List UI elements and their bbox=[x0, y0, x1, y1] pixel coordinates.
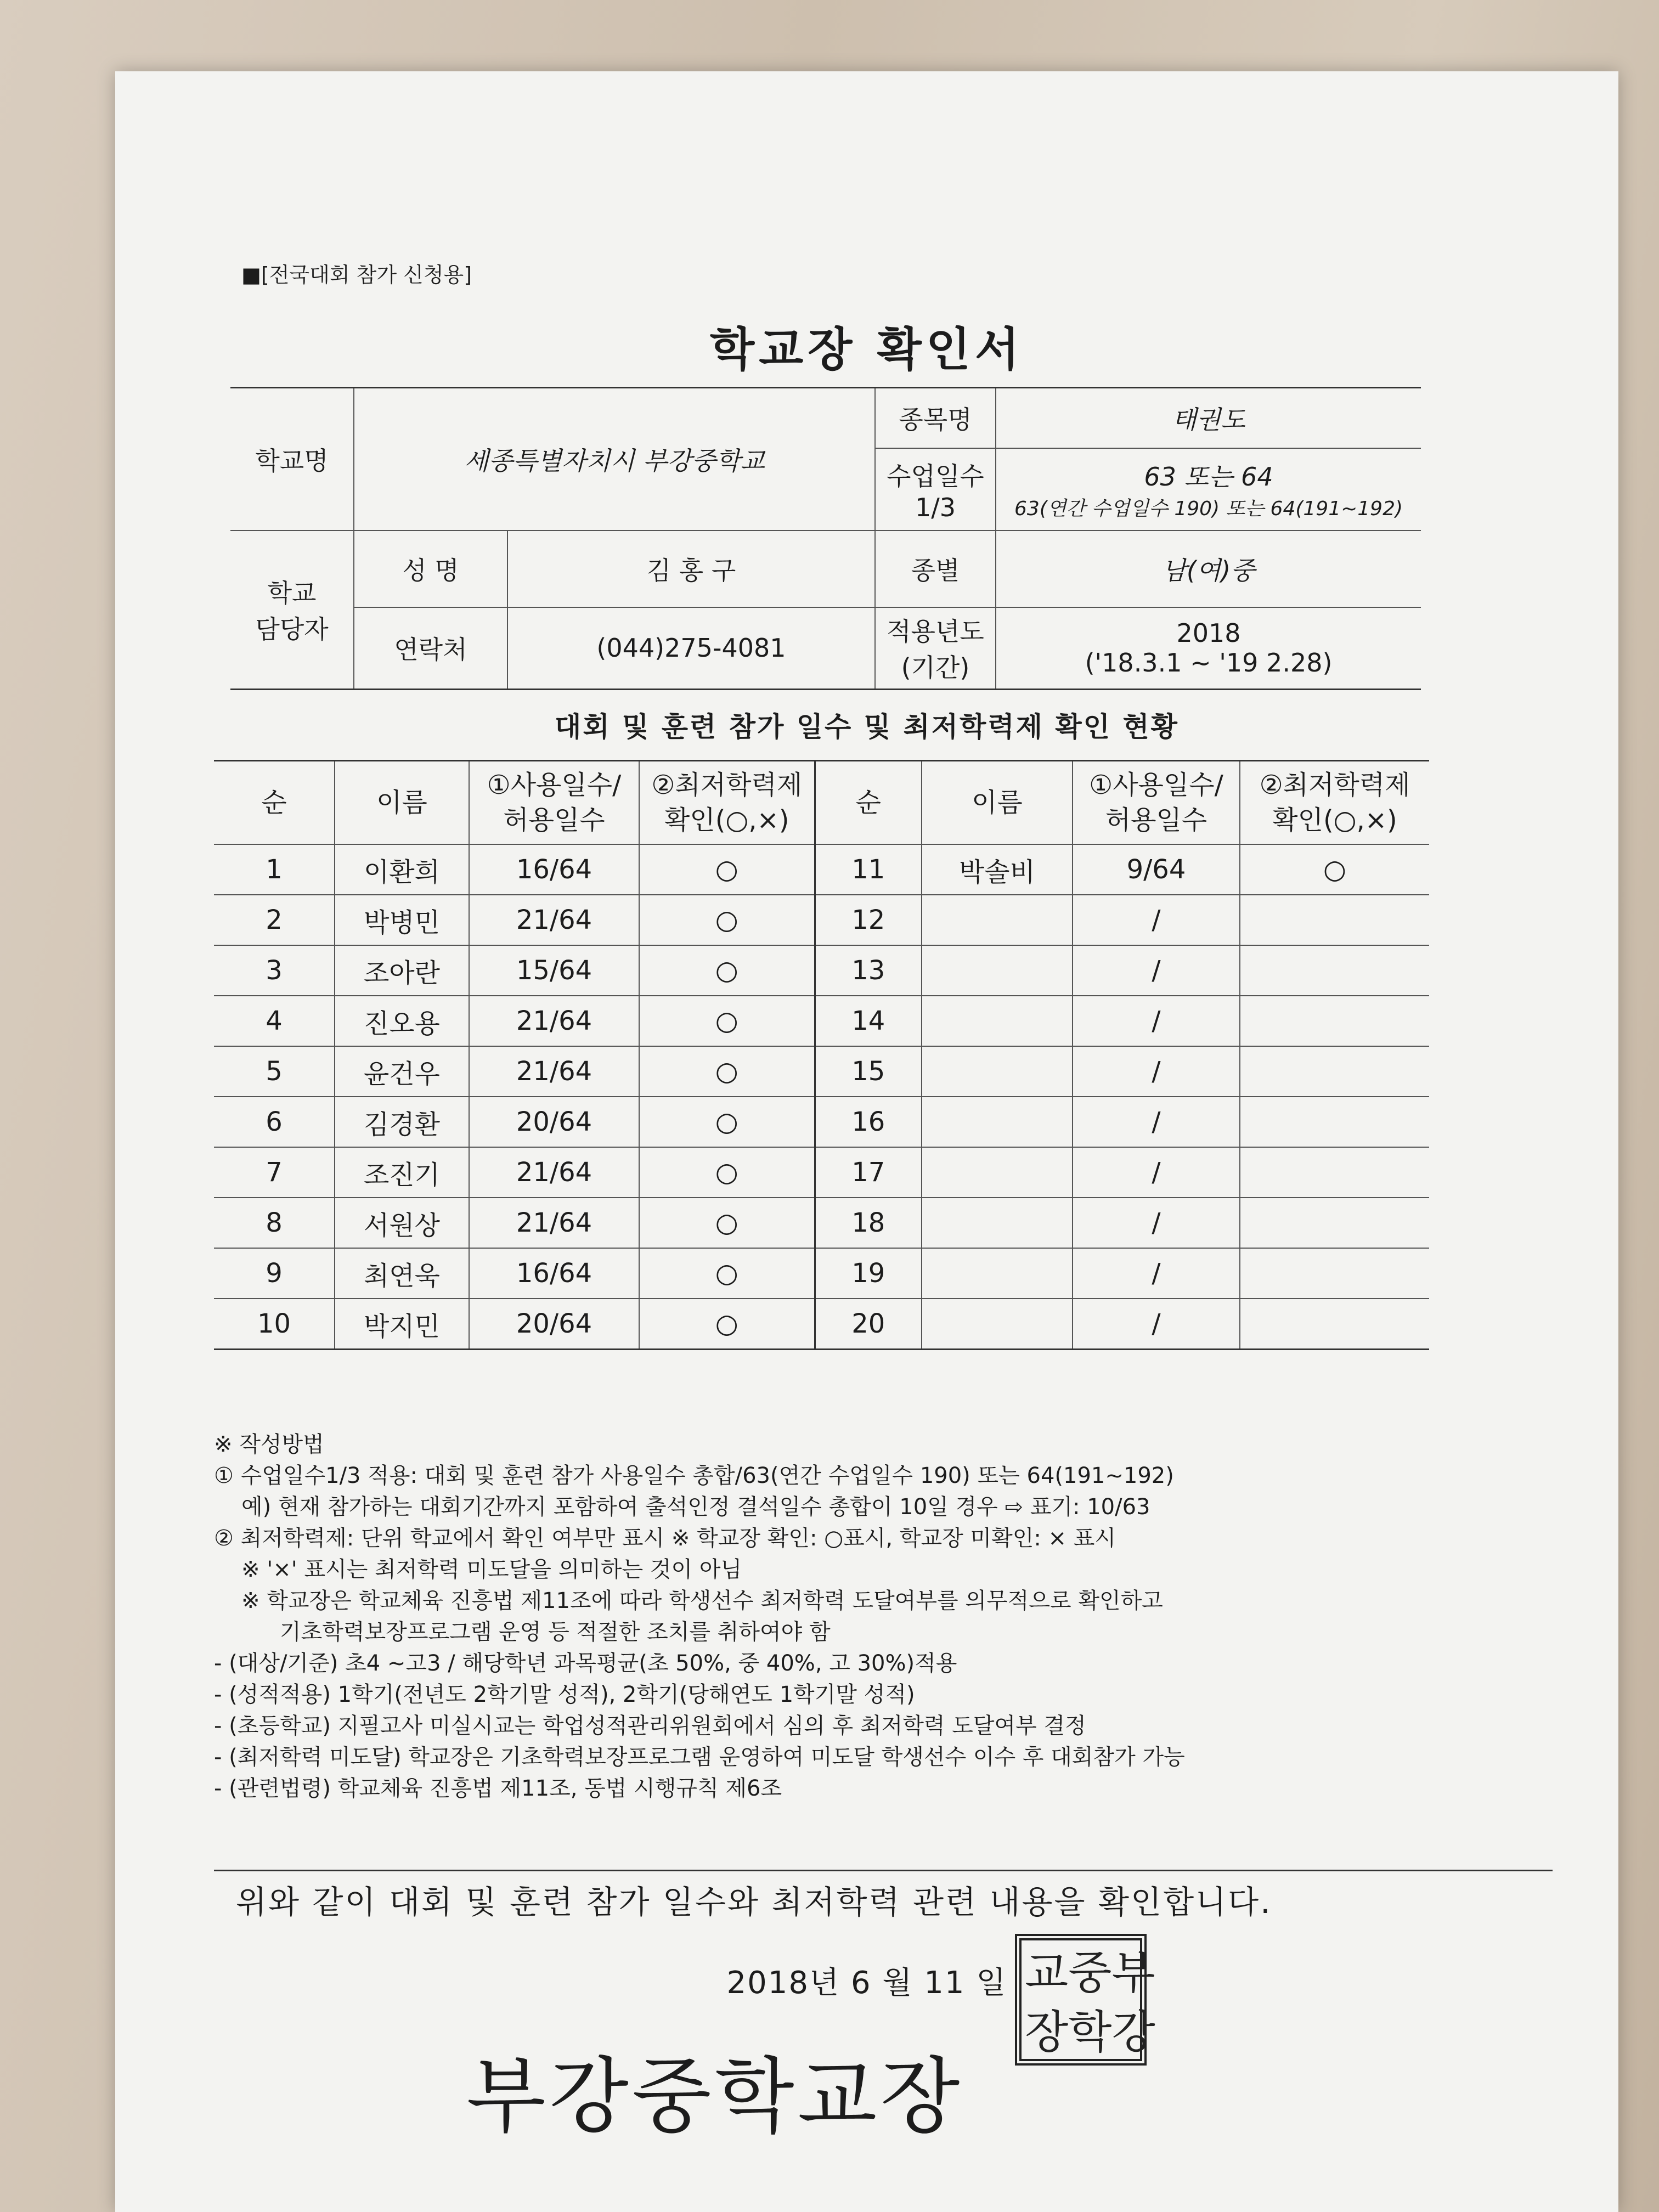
row-check: ○ bbox=[639, 1097, 815, 1147]
document-page bbox=[115, 71, 1618, 2212]
seal-character: 장 bbox=[1025, 2006, 1069, 2058]
row-name bbox=[922, 1248, 1073, 1299]
days-value bbox=[996, 448, 1421, 531]
row-name bbox=[922, 895, 1073, 945]
row-days: / bbox=[1073, 996, 1240, 1046]
row-no: 8 bbox=[214, 1198, 335, 1248]
row-days: 16/64 bbox=[469, 1248, 639, 1299]
row-days: 21/64 bbox=[469, 1147, 639, 1198]
row-days: 21/64 bbox=[469, 1198, 639, 1248]
notes-line: ② 최저학력제: 단위 학교에서 확인 여부만 표시 ※ 학교장 확인: ○표시, 학교장 미확인: × 표시 bbox=[214, 1526, 1116, 1551]
row-check bbox=[1240, 996, 1429, 1046]
row-check bbox=[1240, 1097, 1429, 1147]
row-name: 조아란 bbox=[335, 945, 469, 996]
notes-line: - (초등학교) 지필고사 미실시교는 학업성적관리위원회에서 심의 후 최저학력 도달여부 결정 bbox=[214, 1713, 1086, 1739]
category-label: ■[전국대회 참가 신청용] bbox=[241, 263, 472, 287]
table-row bbox=[214, 895, 1429, 945]
row-no: 17 bbox=[815, 1147, 922, 1198]
roster-table bbox=[214, 760, 1429, 1350]
row-no: 1 bbox=[214, 844, 335, 895]
row-name: 조진기 bbox=[335, 1147, 469, 1198]
row-name bbox=[922, 945, 1073, 996]
row-name: 이환희 bbox=[335, 844, 469, 895]
days-label bbox=[875, 448, 996, 531]
row-days: 9/64 bbox=[1073, 844, 1240, 895]
notes-line: 기초학력보장프로그램 운영 등 적절한 조치를 취하여야 함 bbox=[280, 1620, 831, 1645]
row-name bbox=[922, 1097, 1073, 1147]
row-check bbox=[1240, 1046, 1429, 1097]
table-row bbox=[214, 1147, 1429, 1198]
principal-signature: 부강중학교장 bbox=[466, 2049, 963, 2145]
row-no: 7 bbox=[214, 1147, 335, 1198]
notes-line: ※ '×' 표시는 최저학력 미도달을 의미하는 것이 아님 bbox=[241, 1557, 742, 1582]
seal-character: 부 bbox=[1111, 1947, 1155, 1999]
header-days-1-line1: ①사용일수/ bbox=[487, 770, 622, 800]
row-days: 21/64 bbox=[469, 1046, 639, 1097]
seal-character: 강 bbox=[1111, 2006, 1155, 2058]
row-check: ○ bbox=[639, 1046, 815, 1097]
table-row bbox=[214, 945, 1429, 996]
row-name: 진오용 bbox=[335, 996, 469, 1046]
contact-label-line1: 학교 bbox=[267, 578, 317, 608]
document-date: 2018년 6 월 11 일 bbox=[726, 1965, 1007, 2001]
table-row bbox=[214, 1299, 1429, 1350]
days-label-line1: 수업일수 bbox=[887, 461, 984, 491]
contact-label-line2: 담당자 bbox=[255, 614, 329, 645]
gender-label: 종별 bbox=[875, 531, 996, 607]
row-name: 김경환 bbox=[335, 1097, 469, 1147]
row-no: 13 bbox=[815, 945, 922, 996]
notes-heading: ※ 작성방법 bbox=[214, 1432, 324, 1457]
table-row bbox=[214, 1046, 1429, 1097]
header-days-2-line2: 허용일수 bbox=[1105, 805, 1207, 836]
table-row bbox=[214, 1198, 1429, 1248]
days-value-line1: 63 또는 64 bbox=[1144, 462, 1273, 492]
row-days: 16/64 bbox=[469, 844, 639, 895]
table-row bbox=[214, 844, 1429, 895]
notes-line: ※ 학교장은 학교체육 진흥법 제11조에 따라 학생선수 최저학력 도달여부를 의무적으로 확인하고 bbox=[241, 1588, 1163, 1613]
row-check: ○ bbox=[639, 945, 815, 996]
instructions-section bbox=[214, 1429, 1476, 1804]
row-no: 6 bbox=[214, 1097, 335, 1147]
notes-line: - (최저학력 미도달) 학교장은 기초학력보장프로그램 운영하여 미도달 학생선수 이수 후 대회참가 가능 bbox=[214, 1745, 1185, 1770]
year-value-line2: ('18.3.1 ~ '19 2.28) bbox=[1085, 648, 1333, 678]
year-value bbox=[996, 607, 1421, 690]
phone-value: (044)275-4081 bbox=[507, 607, 875, 690]
header-check-2-line1: ②최저학력제 bbox=[1259, 770, 1410, 800]
header-no-1: 순 bbox=[214, 761, 335, 845]
row-no: 11 bbox=[815, 844, 922, 895]
notes-line: - (성적적용) 1학기(전년도 2학기말 성적), 2학기(당해연도 1학기말 성적) bbox=[214, 1682, 915, 1707]
row-no: 20 bbox=[815, 1299, 922, 1350]
row-days: 21/64 bbox=[469, 996, 639, 1046]
row-no: 4 bbox=[214, 996, 335, 1046]
row-check bbox=[1240, 895, 1429, 945]
row-name: 서원상 bbox=[335, 1198, 469, 1248]
header-no-2: 순 bbox=[815, 761, 922, 845]
row-days: / bbox=[1073, 1198, 1240, 1248]
row-no: 9 bbox=[214, 1248, 335, 1299]
row-no: 16 bbox=[815, 1097, 922, 1147]
document-title: 학교장 확인서 bbox=[709, 323, 1024, 376]
row-no: 10 bbox=[214, 1299, 335, 1350]
name-label: 성 명 bbox=[354, 531, 507, 607]
row-name: 박병민 bbox=[335, 895, 469, 945]
row-check: ○ bbox=[639, 1147, 815, 1198]
row-name bbox=[922, 1147, 1073, 1198]
row-check: ○ bbox=[639, 1299, 815, 1350]
row-check bbox=[1240, 1248, 1429, 1299]
phone-label: 연락처 bbox=[354, 607, 507, 690]
divider bbox=[214, 1870, 1553, 1871]
row-days: / bbox=[1073, 1147, 1240, 1198]
row-name: 박솔비 bbox=[922, 844, 1073, 895]
header-days-1-line2: 허용일수 bbox=[503, 805, 605, 836]
year-label-line1: 적용년도 bbox=[887, 617, 984, 647]
seal-character: 학 bbox=[1068, 2006, 1112, 2058]
table-row bbox=[214, 1097, 1429, 1147]
row-check: ○ bbox=[1240, 844, 1429, 895]
row-check bbox=[1240, 1198, 1429, 1248]
roster-section-title: 대회 및 훈련 참가 일수 및 최저학력제 확인 현황 bbox=[555, 711, 1179, 743]
row-check: ○ bbox=[639, 1198, 815, 1248]
school-label: 학교명 bbox=[230, 388, 354, 531]
row-name bbox=[922, 1299, 1073, 1350]
gender-value: 남(여)중 bbox=[996, 531, 1421, 607]
row-name bbox=[922, 996, 1073, 1046]
confirmation-statement: 위와 같이 대회 및 훈련 참가 일수와 최저학력 관련 내용을 확인합니다. bbox=[236, 1883, 1272, 1921]
row-name: 윤건우 bbox=[335, 1046, 469, 1097]
header-days-2-line1: ①사용일수/ bbox=[1089, 770, 1223, 800]
row-name: 최연욱 bbox=[335, 1248, 469, 1299]
seal-character: 교 bbox=[1025, 1947, 1069, 1999]
header-check-1 bbox=[639, 761, 815, 845]
row-name: 박지민 bbox=[335, 1299, 469, 1350]
notes-line: - (대상/기준) 초4 ~고3 / 해당학년 과목평균(초 50%, 중 40%, 고 30%)적용 bbox=[214, 1651, 957, 1676]
header-name-1: 이름 bbox=[335, 761, 469, 845]
row-no: 3 bbox=[214, 945, 335, 996]
table-row bbox=[214, 996, 1429, 1046]
row-days: / bbox=[1073, 895, 1240, 945]
notes-line: ① 수업일수1/3 적용: 대회 및 훈련 참가 사용일수 총합/63(연간 수업일수 190) 또는 64(191~192) bbox=[214, 1463, 1174, 1488]
contact-label bbox=[230, 531, 354, 690]
header-days-1 bbox=[469, 761, 639, 845]
days-value-line2: 63(연간 수업일수 190) 또는 64(191~192) bbox=[1014, 498, 1403, 520]
row-name bbox=[922, 1046, 1073, 1097]
name-value: 김 홍 구 bbox=[507, 531, 875, 607]
row-days: 21/64 bbox=[469, 895, 639, 945]
row-days: 20/64 bbox=[469, 1097, 639, 1147]
header-check-1-line2: 확인(○,×) bbox=[664, 805, 789, 836]
sport-value: 태권도 bbox=[996, 388, 1421, 448]
row-days: / bbox=[1073, 1097, 1240, 1147]
row-check: ○ bbox=[639, 895, 815, 945]
row-days: 15/64 bbox=[469, 945, 639, 996]
row-days: / bbox=[1073, 1046, 1240, 1097]
table-row bbox=[214, 1248, 1429, 1299]
row-no: 15 bbox=[815, 1046, 922, 1097]
row-no: 5 bbox=[214, 1046, 335, 1097]
official-seal bbox=[1015, 1934, 1155, 2066]
row-check bbox=[1240, 1299, 1429, 1350]
row-no: 12 bbox=[815, 895, 922, 945]
header-name-2: 이름 bbox=[922, 761, 1073, 845]
row-no: 14 bbox=[815, 996, 922, 1046]
row-check: ○ bbox=[639, 844, 815, 895]
notes-line: - (관련법령) 학교체육 진흥법 제11조, 동법 시행규칙 제6조 bbox=[214, 1776, 782, 1801]
row-no: 18 bbox=[815, 1198, 922, 1248]
school-info-table bbox=[230, 387, 1421, 690]
row-days: / bbox=[1073, 1299, 1240, 1350]
row-days: / bbox=[1073, 1248, 1240, 1299]
row-days: 20/64 bbox=[469, 1299, 639, 1350]
row-check bbox=[1240, 945, 1429, 996]
header-check-2 bbox=[1240, 761, 1429, 845]
row-check: ○ bbox=[639, 1248, 815, 1299]
row-check: ○ bbox=[639, 996, 815, 1046]
header-check-1-line1: ②최저학력제 bbox=[651, 770, 803, 800]
school-value: 세종특별자치시 부강중학교 bbox=[354, 388, 875, 531]
row-days: / bbox=[1073, 945, 1240, 996]
header-days-2 bbox=[1073, 761, 1240, 845]
row-no: 2 bbox=[214, 895, 335, 945]
row-name bbox=[922, 1198, 1073, 1248]
sport-label: 종목명 bbox=[875, 388, 996, 448]
year-label bbox=[875, 607, 996, 690]
days-label-line2: 1/3 bbox=[915, 492, 956, 522]
row-no: 19 bbox=[815, 1248, 922, 1299]
row-check bbox=[1240, 1147, 1429, 1198]
seal-character: 중 bbox=[1068, 1947, 1112, 1999]
year-value-line1: 2018 bbox=[1176, 618, 1241, 648]
year-label-line2: (기간) bbox=[901, 653, 970, 683]
header-check-2-line2: 확인(○,×) bbox=[1272, 805, 1397, 836]
notes-line: 예) 현재 참가하는 대회기간까지 포함하여 출석인정 결석일수 총합이 10일 경우 ⇨ 표기: 10/63 bbox=[241, 1494, 1150, 1520]
